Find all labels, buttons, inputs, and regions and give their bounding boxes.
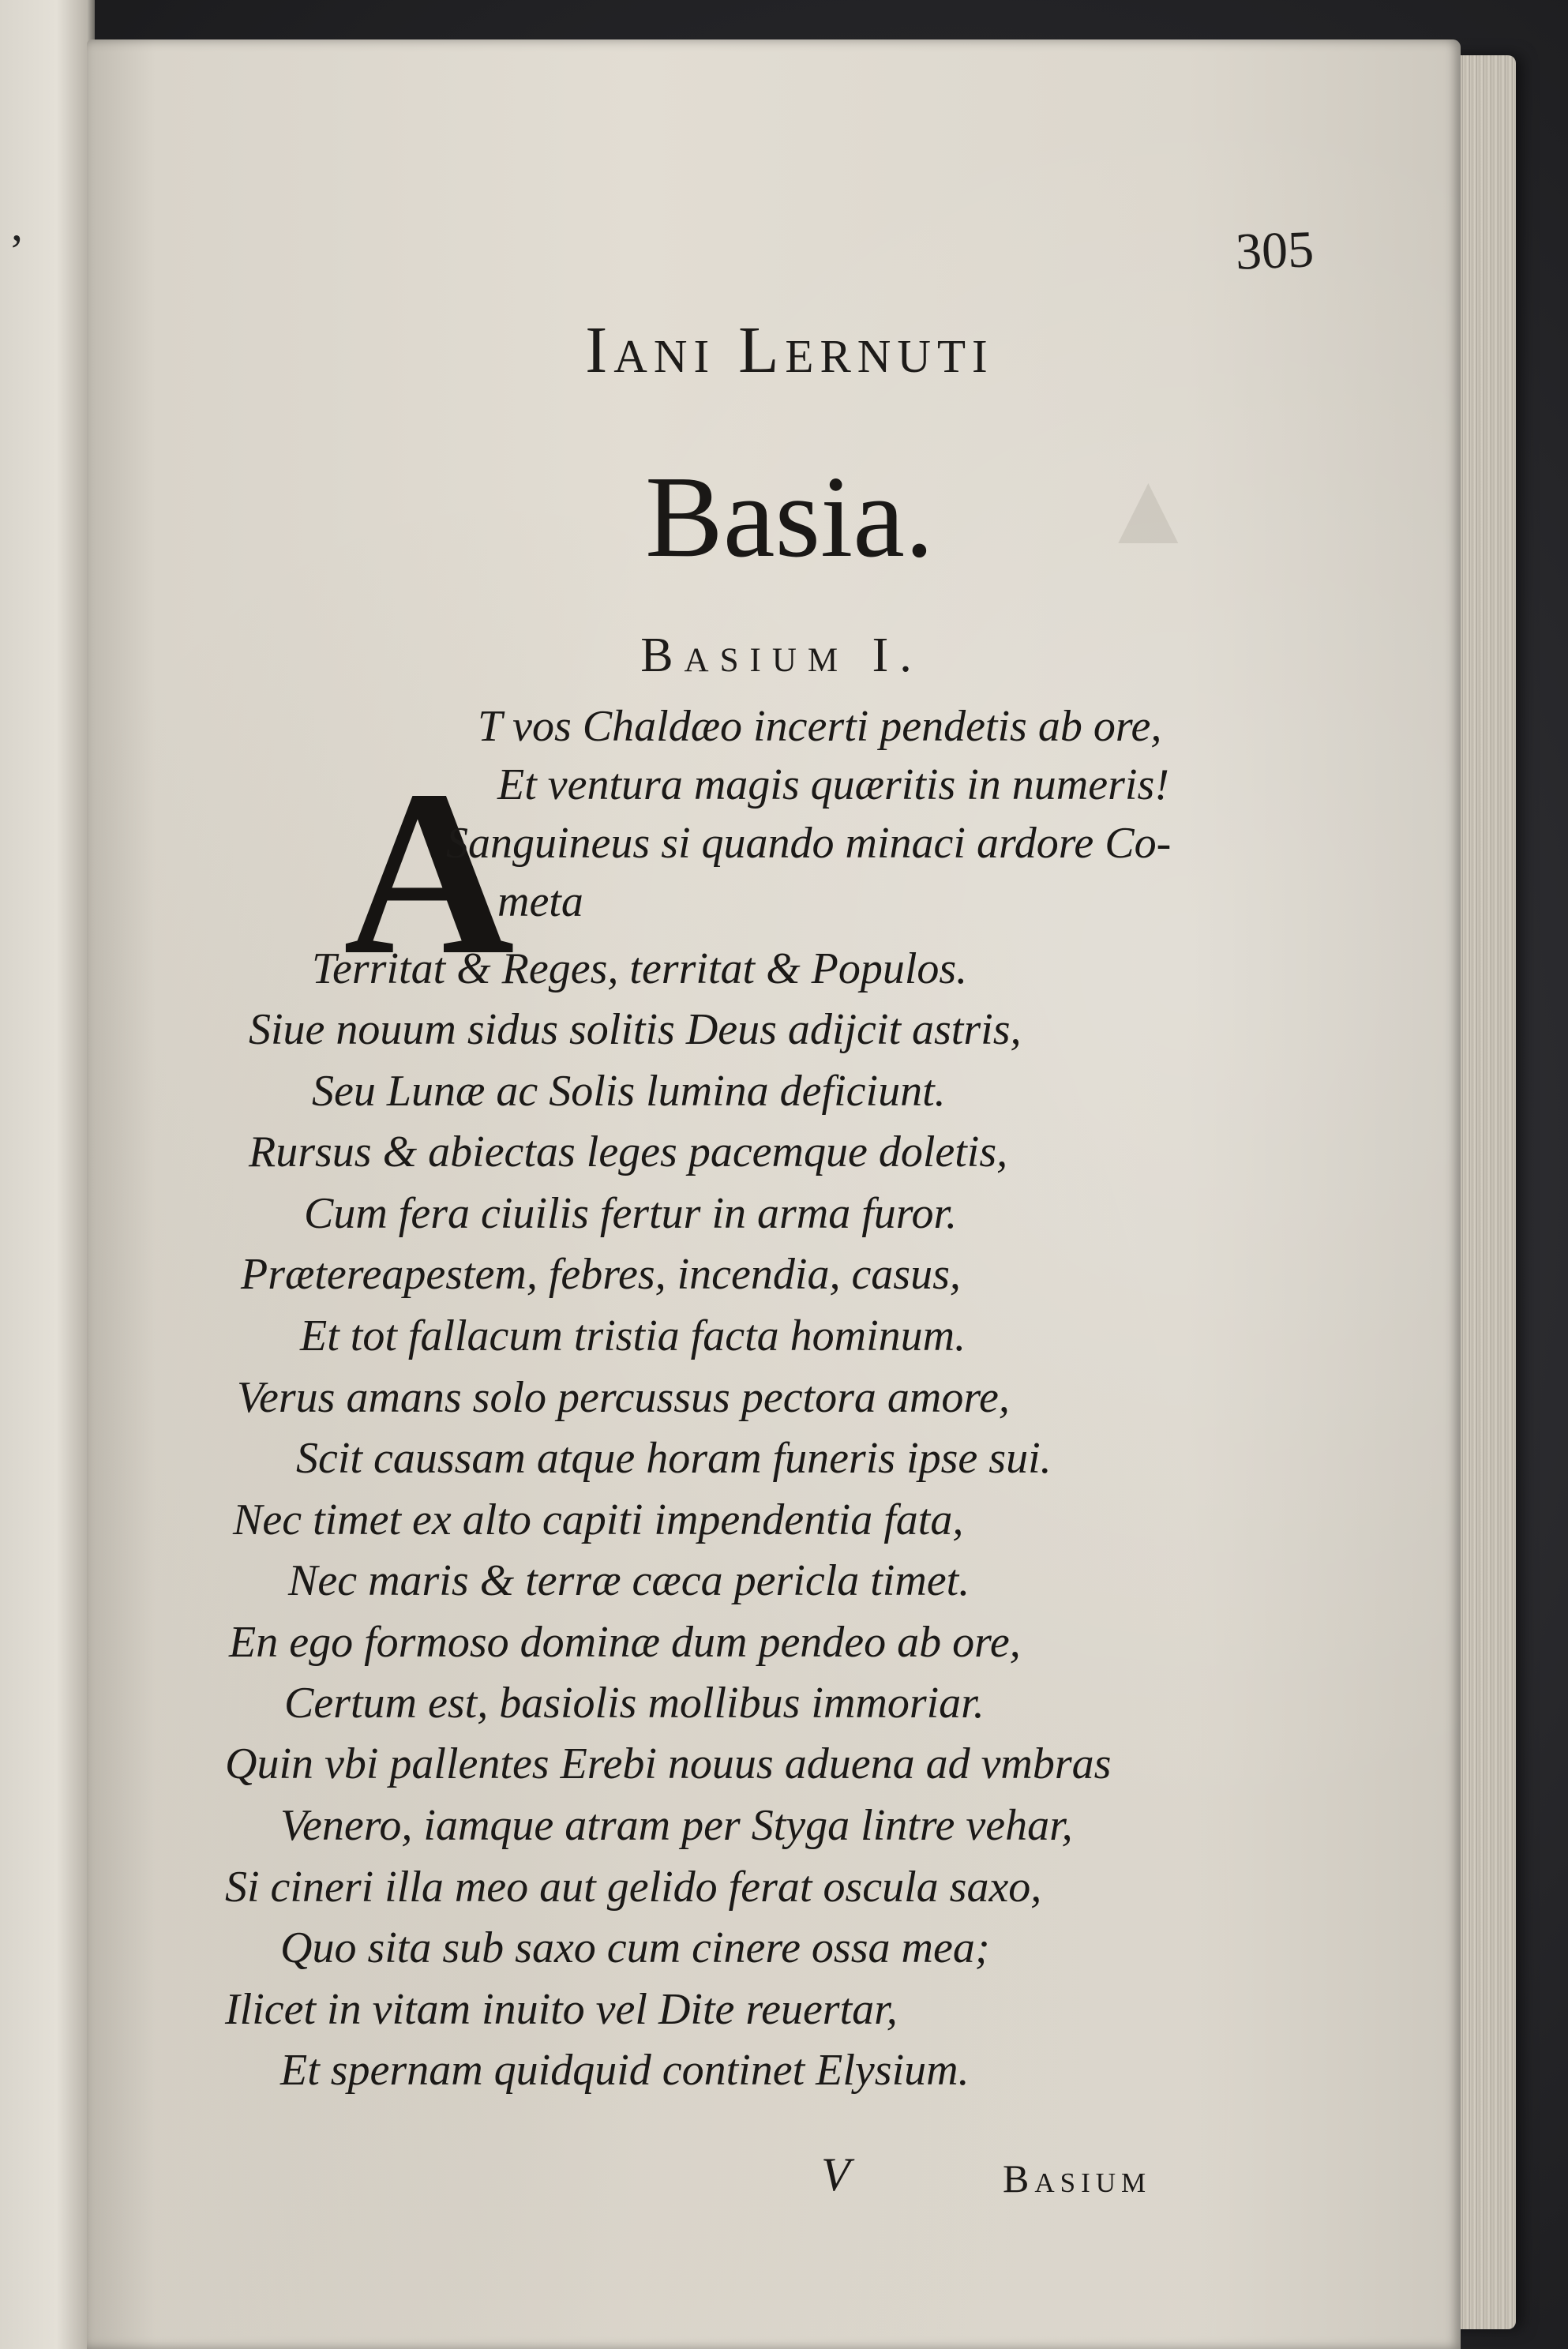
section-title: Basium I. [640,629,923,682]
poem-line: Et ventura magis quæritis in numeris! [497,760,1169,809]
poem-line: Sanguineus si quando minaci ardore Co- [446,819,1172,868]
poem-line: Prætereapestem, febres, incendia, casus, [241,1250,961,1299]
show-through-decoration: ▲ [1097,452,1199,566]
poem-line: Quin vbi pallentes Erebi nouus aduena ad vmbras [225,1739,1112,1788]
signature-mark: V [821,2148,850,2201]
facing-page-edge [0,0,95,2349]
poem-line: Seu Lunæ ac Solis lumina deficiunt. [312,1067,946,1116]
poem-line: Si cineri illa meo aut gelido ferat oscula saxo, [225,1863,1042,1912]
page-number: 305 [1234,220,1315,281]
poem-line: Siue nouum sidus solitis Deus adijcit astris, [249,1005,1022,1054]
poem-line: T vos Chaldæo incerti pendetis ab ore, [478,702,1162,751]
drop-cap: A [343,741,515,1004]
facing-page-mark: , [11,198,23,250]
poem-line: Cum fera ciuilis fertur in arma furor. [304,1189,958,1238]
poem-line: meta [497,877,583,926]
poem-line: Venero, iamque atram per Styga lintre vehar, [280,1801,1073,1850]
poem-line: Et tot fallacum tristia facta hominum. [300,1311,966,1360]
poem-line: Certum est, basiolis mollibus immoriar. [284,1679,985,1728]
poem-line: Et spernam quidquid continet Elysium. [280,2046,970,2095]
catchword: Basium [1003,2156,1152,2201]
poem-line: Territat & Reges, territat & Populos. [312,944,968,993]
poem-line: Rursus & abiectas leges pacemque doletis, [249,1128,1008,1176]
poem-line: Ilicet in vitam inuito vel Dite reuertar, [225,1985,898,2034]
poem-line: Scit caussam atque horam funeris ipse sui. [296,1434,1052,1483]
poem-line: Nec timet ex alto capiti impendentia fata, [233,1495,964,1544]
poem-line: Quo sita sub saxo cum cinere ossa mea; [280,1923,990,1972]
poem-line: Verus amans solo percussus pectora amore, [237,1373,1010,1422]
poem-line: En ego formoso dominæ dum pendeo ab ore, [229,1618,1021,1667]
work-title: Basia. [645,452,934,582]
author-heading: Iani Lernuti [585,313,994,387]
book-page [87,39,1461,2349]
poem-line: Nec maris & terræ cæca pericla timet. [288,1556,970,1605]
